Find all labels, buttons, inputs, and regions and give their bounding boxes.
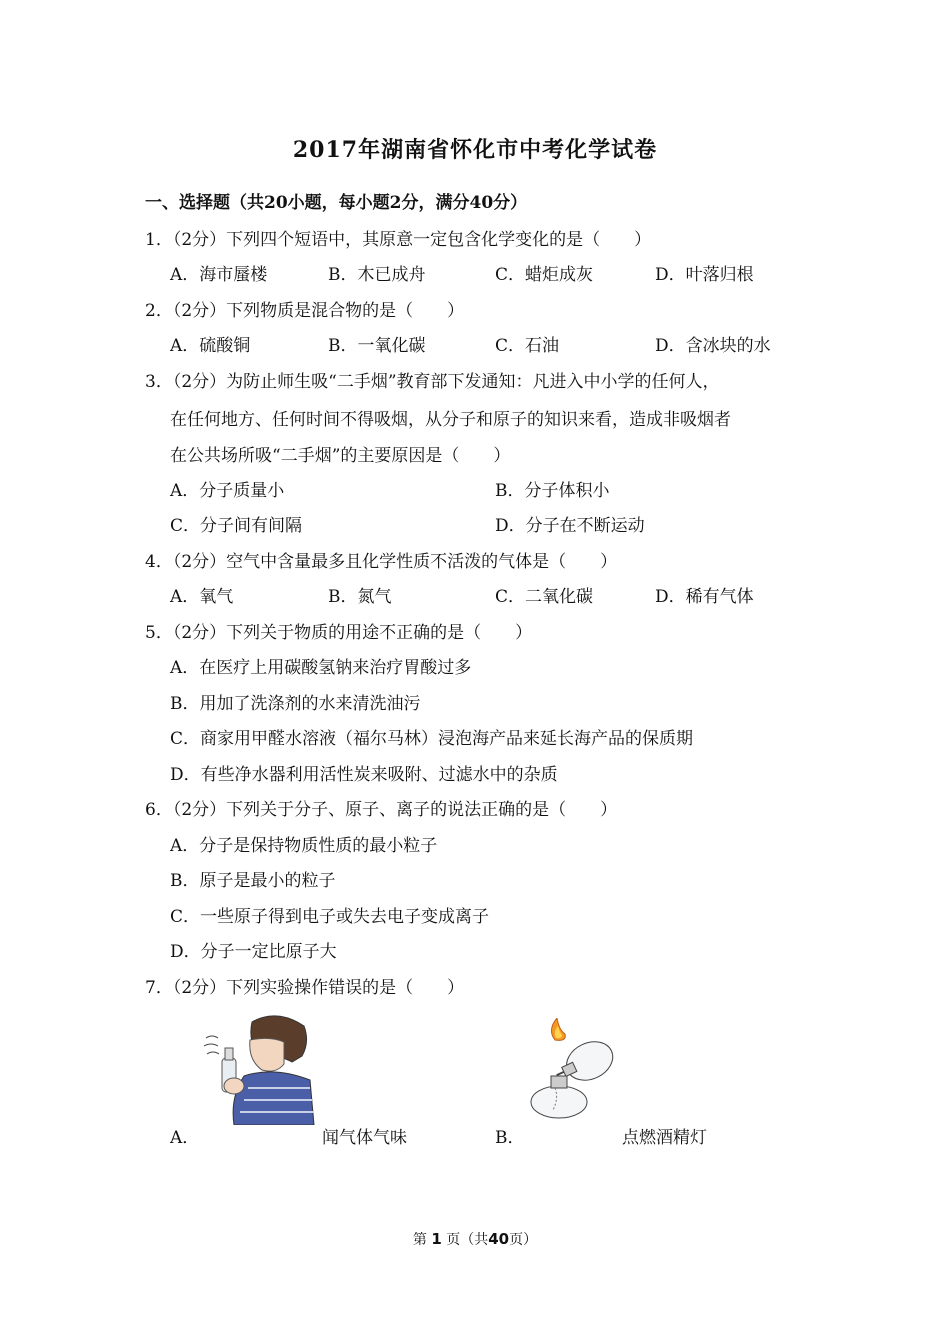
alcohol-lamp-illustration: [525, 1018, 625, 1123]
footer-total-pages: 40: [488, 1230, 510, 1248]
question-5-option-b: B．用加了洗涤剂的水来清洗油污: [170, 694, 421, 714]
question-1-stem: 1．（2分）下列四个短语中，其原意一定包含化学变化的是（ ）: [145, 230, 652, 250]
question-6-option-b: B．原子是最小的粒子: [170, 871, 336, 891]
question-2-stem: 2．（2分）下列物质是混合物的是（ ）: [145, 301, 465, 321]
question-6-option-a: A．分子是保持物质性质的最小粒子: [170, 836, 438, 856]
section-heading: 一、选择题（共20小题，每小题2分，满分40分）: [145, 193, 528, 213]
question-3-option-d: D．分子在不断运动: [495, 516, 645, 536]
footer-middle: 页（共: [446, 1232, 489, 1248]
question-6-stem: 6．（2分）下列关于分子、原子、离子的说法正确的是（ ）: [145, 800, 618, 820]
question-2-option-d: D．含冰块的水: [655, 336, 771, 356]
question-3-stem-line-3: 在公共场所吸“二手烟”的主要原因是（ ）: [170, 446, 511, 466]
page-footer: [0, 1229, 950, 1249]
question-6-option-d: D．分子一定比原子大: [170, 942, 337, 962]
question-4-stem: 4．（2分）空气中含量最多且化学性质不活泼的气体是（ ）: [145, 552, 618, 572]
question-4-option-a: A．氧气: [170, 587, 234, 607]
question-7-option-b-letter: B．: [495, 1128, 525, 1148]
question-1-option-d: D．叶落归根: [655, 265, 754, 285]
question-2-option-a: A．硫酸铜: [170, 336, 251, 356]
question-6-option-c: C．一些原子得到电子或失去电子变成离子: [170, 907, 490, 927]
page-title: 2017年湖南省怀化市中考化学试卷: [292, 137, 658, 163]
question-5-option-c: C．商家用甲醛水溶液（福尔马林）浸泡海产品来延长海产品的保质期: [170, 729, 694, 749]
question-7-option-a-letter: A．: [170, 1128, 200, 1148]
question-4-option-d: D．稀有气体: [655, 587, 754, 607]
footer-prefix: 第: [412, 1232, 427, 1248]
footer-page-number: 1: [431, 1230, 442, 1248]
footer-suffix: 页）: [509, 1232, 538, 1248]
question-3-option-b: B．分子体积小: [495, 481, 610, 501]
question-4-option-c: C．二氧化碳: [495, 587, 594, 607]
smell-gas-illustration: [200, 1010, 320, 1125]
question-7-option-b-caption: 点燃酒精灯: [622, 1128, 707, 1148]
question-2-option-c: C．石油: [495, 336, 560, 356]
question-1-option-a: A．海市蜃楼: [170, 265, 268, 285]
question-3-option-a: A．分子质量小: [170, 481, 285, 501]
question-1-option-c: C．蜡炬成灰: [495, 265, 594, 285]
question-2-option-b: B．一氧化碳: [328, 336, 426, 356]
question-3-stem-line-1: 3．（2分）为防止师生吸“二手烟”教育部下发通知：凡进入中小学的任何人，: [145, 372, 720, 392]
question-3-stem-line-2: 在任何地方、任何时间不得吸烟，从分子和原子的知识来看，造成非吸烟者: [170, 410, 731, 430]
question-5-stem: 5．（2分）下列关于物质的用途不正确的是（ ）: [145, 623, 533, 643]
question-7-stem: 7．（2分）下列实验操作错误的是（ ）: [145, 978, 465, 998]
question-3-option-c: C．分子间有间隔: [170, 516, 303, 536]
question-7-option-a-caption: 闻气体气味: [322, 1128, 407, 1148]
question-5-option-d: D．有些净水器利用活性炭来吸附、过滤水中的杂质: [170, 765, 558, 785]
question-1-option-b: B．木已成舟: [328, 265, 426, 285]
question-5-option-a: A．在医疗上用碳酸氢钠来治疗胃酸过多: [170, 658, 472, 678]
question-4-option-b: B．氮气: [328, 587, 392, 607]
